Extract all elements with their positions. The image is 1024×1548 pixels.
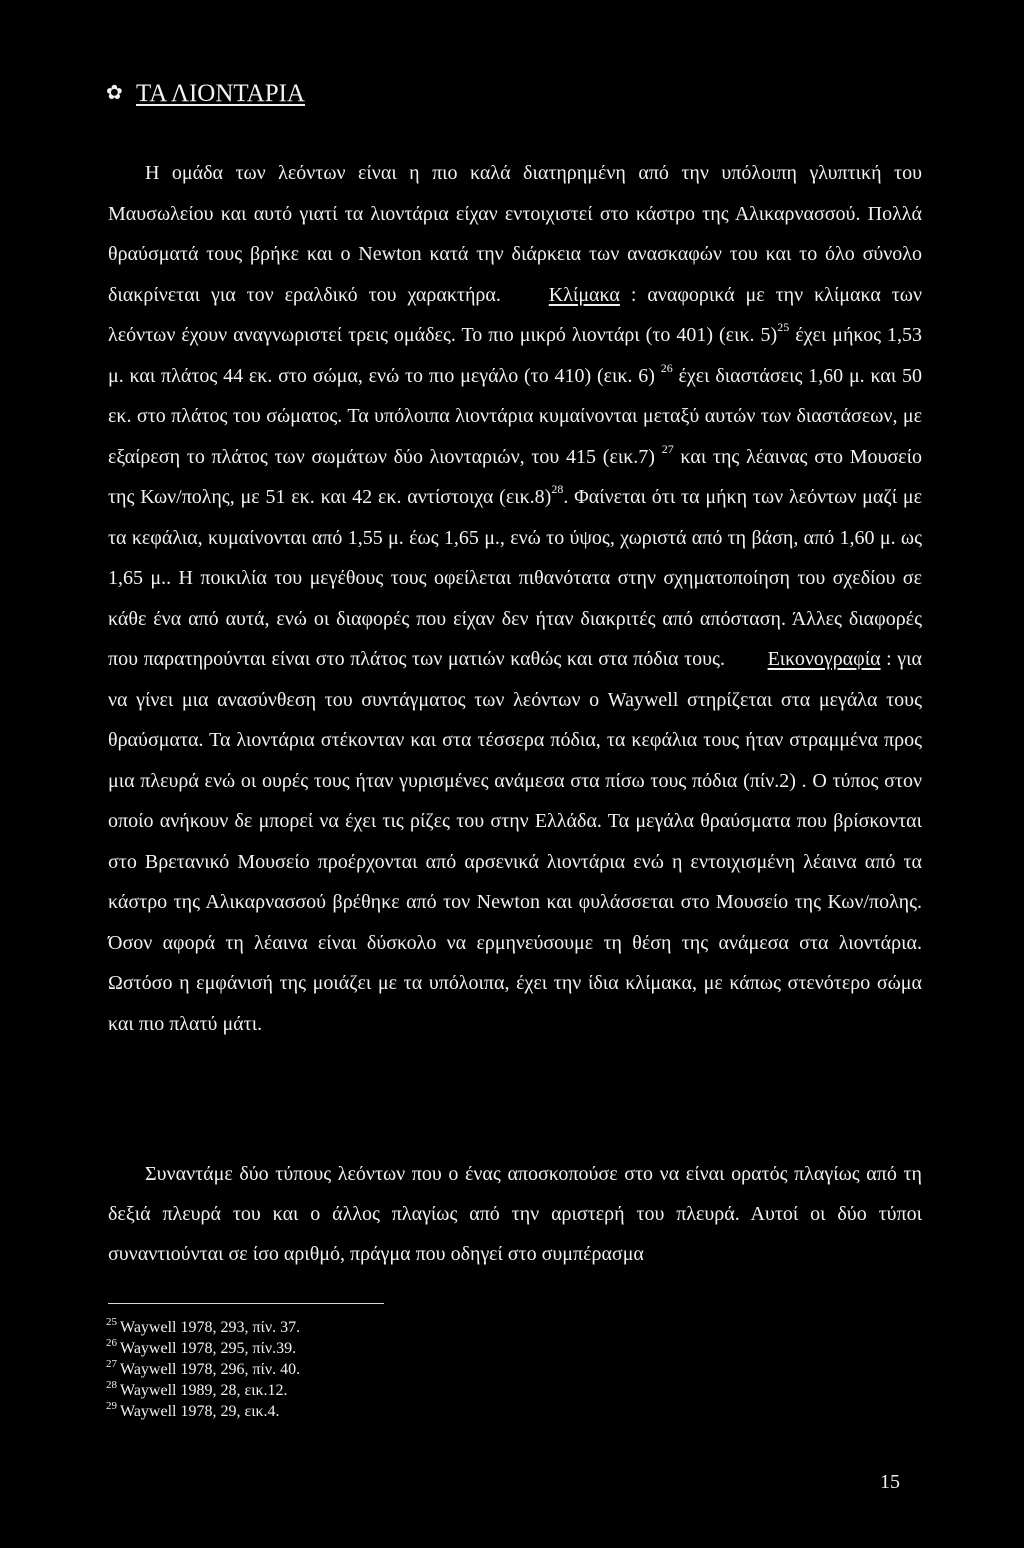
footnote-ref-28: 28 <box>551 482 564 496</box>
footnote <box>106 1401 300 1422</box>
para-text-g: : για να γίνει μια ανασύνθεση του συντάγματος των λεόντων ο Waywell στηρίζεται στα μεγάλα τους θραύσματα. Τα λιοντάρια στέκονταν και στα τέσσερα πόδια, τα κεφάλια τους ήταν στραμμένα προς μια πλευρά ενώ οι ουρές τους ήταν γυρισμένες ανάμεσα στα πίσω τους πόδια (πίν.2) . Ο τύπος στον οποίο ανήκουν δε μπορεί να έχει τις ρίζες του στην Ελλάδα. Τα μεγάλα θραύσματα που βρίσκονται στο Βρετανικό Μουσείο προέρχονται από αρσενικά λιοντάρια ενώ η εντοιχισμένη λέαινα από τα κάστρο της Αλικαρνασσού βρέθηκε από τον Newton και φυλάσσεται στο Μουσείο της Κων/πολης. Όσον αφορά τη λέαινα είναι δύσκολο να ερμηνεύσουμε τη θέση της ανάμεσα στα λιοντάρια. Ωστόσο η εμφάνισή της μοιάζει με τα υπόλοιπα, έχει την ίδια κλίμακα, με κάπως στενότερο σώμα και πιο πλατύ μάτι. <box>108 648 922 1035</box>
para-text-types: Συναντάμε δύο τύπους λεόντων που ο ένας αποσκοπούσε στο να είναι ορατός πλαγίως από τη δεξιά πλευρά του και ο άλλος πλαγίως από την αριστερή του πλευρά. Αυτοί οι δύο τύποι συναντιούνται σε ίσο αριθμό, πράγμα που οδηγεί στο συμπέρασμα <box>108 1163 922 1265</box>
section-heading <box>106 76 305 111</box>
footnote-ref-26: 26 <box>660 360 673 375</box>
footnote-text: Waywell 1989, 28, εικ.12. <box>120 1382 288 1399</box>
footnote <box>106 1359 300 1380</box>
para-text-a: Η ομάδα των λεόντων είναι η πιο καλά διατηρημένη από την υπόλοιπη γλυπτική του Μαυσωλείου και αυτό γιατί τα λιοντάρια είχαν εντοιχιστεί στο κάστρο της Αλικαρνασσού. Πολλά θραύσματά τους βρήκε και ο Newton κατά την διάρκεια των ανασκαφών του και το όλο σύνολο διακρίνεται για τον εραλδικό του χαρακτήρα. <box>108 162 922 306</box>
footnote-text: Waywell 1978, 295, πίν.39. <box>120 1340 297 1357</box>
fleuron-icon: ✿ <box>106 82 123 104</box>
footnote-number: 27 <box>106 1358 117 1370</box>
para-text-f: . Φαίνεται ότι τα μήκη των λεόντων μαζί με τα κεφάλια, κυμαίνονται από 1,55 μ. έως 1,65 μ., ενώ το ύψος, χωριστά από τη βάση, από 1,60 μ. ως 1,65 μ.. Η ποικιλία του μεγέθους τους οφείλεται πιθανότατα στην σχηματοποίηση του σχεδίου σε κάθε ένα από αυτά, ενώ οι διαφορές που είχαν δεν ήταν διακριτές από απόσταση. Άλλες διαφορές που παρατηρούνται είναι στο πλάτος των ματιών καθώς και στα πόδια τους. <box>108 486 922 670</box>
footnote-number: 29 <box>106 1400 117 1412</box>
para-text-b: : αναφορικά με την κλίμακα των λεόντων έχουν αναγνωριστεί τρεις ομάδες. Το πιο μικρό λιοντάρι (το 401) (εικ. 5) <box>108 283 923 346</box>
page-number: 15 <box>880 1471 900 1493</box>
footnote-number: 26 <box>106 1337 117 1349</box>
term-iconography: Εικονογραφία <box>767 648 881 670</box>
paragraph-types <box>108 1154 922 1274</box>
footnote-number: 28 <box>106 1379 117 1391</box>
para-text-e: και της λέαινας στο Μουσείο της Κων/πολης, με 51 εκ. και 42 εκ. αντίστοιχα (εικ.8) <box>108 445 923 508</box>
footnote-ref-25: 25 <box>777 320 790 334</box>
footnote-text: Waywell 1978, 296, πίν. 40. <box>120 1361 301 1378</box>
para-text-c: έχει μήκος 1,53 μ. και πλάτος 44 εκ. στο σώμα, ενώ το πιο μεγάλο (το 410) (εικ. 6) <box>108 324 922 387</box>
footnote <box>106 1338 300 1359</box>
footnote <box>106 1380 300 1401</box>
footnotes-list <box>106 1317 300 1422</box>
heading-title: ΤΑ ΛΙΟΝΤΑΡΙΑ <box>136 80 305 107</box>
paragraph-main <box>108 153 922 1044</box>
para-text-d: έχει διαστάσεις 1,60 μ. και 50 εκ. στο πλάτος του σώματος. Τα υπόλοιπα λιοντάρια κυμαίνονται μεταξύ αυτών των διαστάσεων, με εξαίρεση το πλάτος των σωμάτων δύο λιονταριών, του 415 (εικ.7) <box>108 364 922 468</box>
footnote-text: Waywell 1978, 29, εικ.4. <box>120 1403 280 1420</box>
term-scale: Κλίμακα <box>548 283 620 306</box>
footnote <box>106 1317 300 1338</box>
footnote-text: Waywell 1978, 293, πίν. 37. <box>120 1319 301 1336</box>
footnote-separator <box>108 1303 384 1304</box>
footnote-ref-27: 27 <box>661 441 674 456</box>
footnote-number: 25 <box>106 1316 117 1328</box>
